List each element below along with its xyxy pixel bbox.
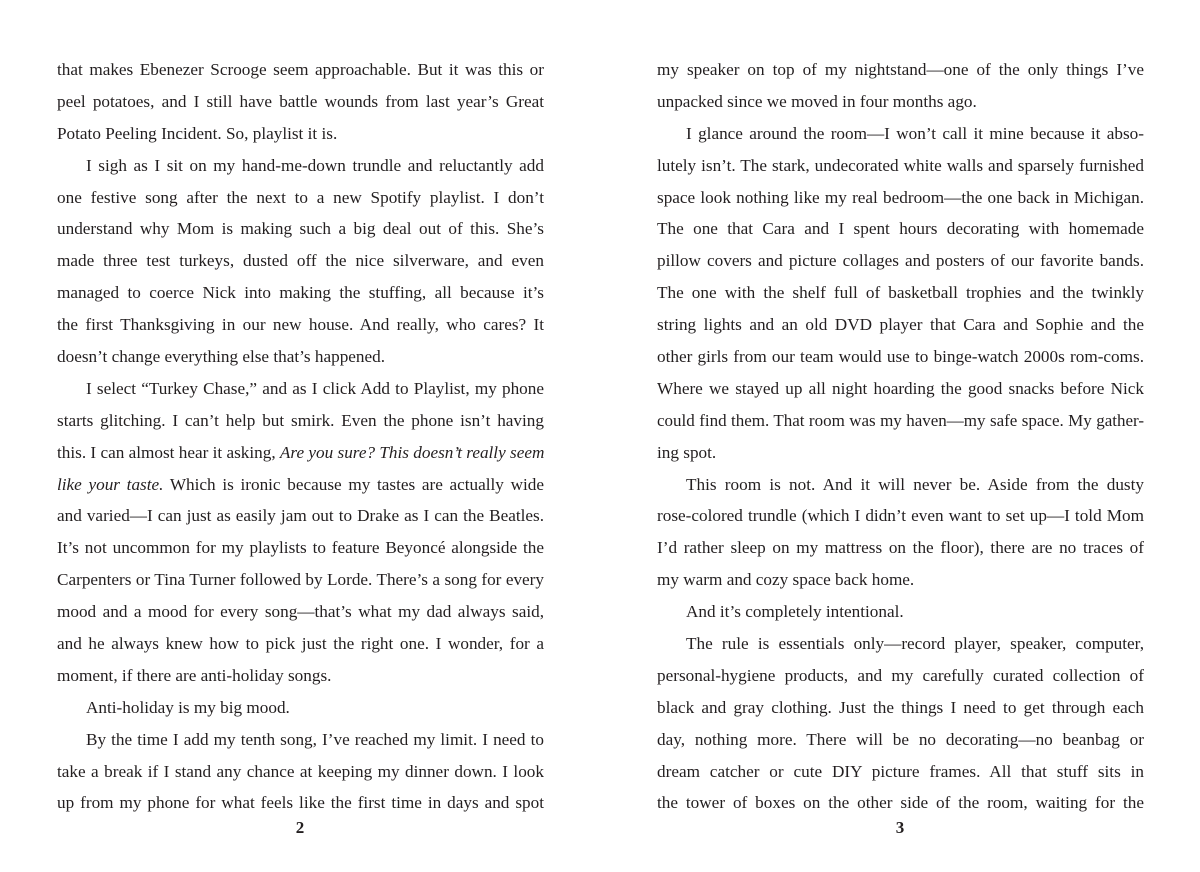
text-line: This room is not. And it will never be. Aside from the dusty: [686, 474, 1144, 494]
text-run: Which is ironic because my tastes are actually wide: [163, 474, 545, 494]
text-line: And it’s completely intentional.: [686, 602, 904, 622]
text-line: ing spot.: [657, 442, 717, 462]
text-line: [57, 469, 544, 501]
italic-text: Are you sure? This doesn’t really seem: [279, 442, 545, 462]
text-line: I’d rather sleep on my mattress on the floor), there are no traces of: [657, 538, 1144, 558]
text-line: lutely isn’t. The stark, undecorated white walls and sparsely furnished: [657, 155, 1144, 175]
text-line: dream catcher or cute DIY picture frames. All that stuff sits in: [657, 761, 1144, 781]
text-line: and varied—I can just as easily jam out to Drake as I can the Beatles.: [57, 506, 544, 526]
text-line: my speaker on top of my nightstand—one of the only things I’ve: [657, 60, 1144, 79]
text-line: made three test turkeys, dusted off the nice silverware, and even: [57, 251, 544, 271]
text-line: unpacked since we moved in four months ago.: [657, 91, 977, 111]
text-line: starts glitching. I can’t help but smirk. Even the phone isn’t having: [57, 410, 544, 430]
text-line: The one with the shelf full of basketball trophies and the twinkly: [657, 283, 1144, 303]
text-line: space look nothing like my real bedroom—the one back in Michigan.: [657, 187, 1144, 207]
text-line: managed to coerce Nick into making the stuffing, all because it’s: [57, 283, 544, 303]
text-line: could find them. That room was my haven—my safe space. My gather-: [657, 410, 1144, 430]
text-line: string lights and an old DVD player that Cara and Sophie and the: [657, 315, 1144, 335]
text-line: the tower of boxes on the other side of the room, waiting for the: [657, 793, 1144, 813]
text-line: I glance around the room—I won’t call it mine because it abso-: [686, 123, 1144, 143]
text-line: By the time I add my tenth song, I’ve reached my limit. I need to: [86, 729, 544, 749]
page-number-right: 3: [895, 818, 906, 837]
text-line: moment, if there are anti-holiday songs.: [57, 665, 332, 685]
text-line: mood and a mood for every song—that’s what my dad always said,: [57, 602, 544, 622]
text-line: Where we stayed up all night hoarding the good snacks before Nick: [657, 378, 1144, 398]
text-line: personal-hygiene products, and my carefully curated collection of: [657, 665, 1144, 685]
text-line: my warm and cozy space back home.: [657, 570, 915, 590]
left-page: [57, 54, 544, 819]
text-line: rose-colored trundle (which I didn’t even want to set up—I told Mom: [657, 506, 1144, 526]
text-line: black and gray clothing. Just the things I need to get through each: [657, 697, 1144, 717]
right-page: [657, 54, 1144, 819]
text-line: the first Thanksgiving in our new house. And really, who cares? It: [57, 315, 544, 335]
text-line: pillow covers and picture collages and posters of our favorite bands.: [657, 251, 1144, 271]
text-line: day, nothing more. There will be no decorating—no beanbag or: [657, 729, 1144, 749]
italic-text: like your taste.: [57, 474, 164, 494]
text-line: one festive song after the next to a new Spotify playlist. I don’t: [57, 187, 544, 207]
text-line: that makes Ebenezer Scrooge seem approachable. But it was this or: [57, 60, 544, 79]
text-line: and he always knew how to pick just the right one. I wonder, for a: [57, 634, 544, 654]
text-line: take a break if I stand any chance at keeping my dinner down. I look: [57, 761, 544, 781]
text-line: The rule is essentials only—record player, speaker, computer,: [686, 634, 1144, 654]
text-line: understand why Mom is making such a big deal out of this. She’s: [57, 219, 544, 239]
text-line: It’s not uncommon for my playlists to feature Beyoncé alongside the: [57, 538, 544, 558]
text-line: The one that Cara and I spent hours decorating with homemade: [657, 219, 1144, 239]
text-line: Anti-holiday is my big mood.: [86, 697, 290, 717]
text-line: Potato Peeling Incident. So, playlist it is.: [57, 123, 338, 143]
text-line: Carpenters or Tina Turner followed by Lorde. There’s a song for every: [57, 570, 544, 590]
text-line: peel potatoes, and I still have battle wounds from last year’s Great: [57, 91, 544, 111]
text-line: up from my phone for what feels like the first time in days and spot: [57, 793, 544, 813]
text-line: I select “Turkey Chase,” and as I click Add to Playlist, my phone: [86, 378, 544, 398]
text-line: other girls from our team would use to binge-watch 2000s rom-coms.: [657, 347, 1144, 367]
page-number-left: 2: [295, 818, 306, 837]
text-line: [57, 437, 544, 469]
text-run: this. I can almost hear it asking,: [57, 442, 280, 462]
text-line: I sigh as I sit on my hand-me-down trundle and reluctantly add: [86, 155, 544, 175]
text-line: doesn’t change everything else that’s happened.: [57, 347, 386, 367]
